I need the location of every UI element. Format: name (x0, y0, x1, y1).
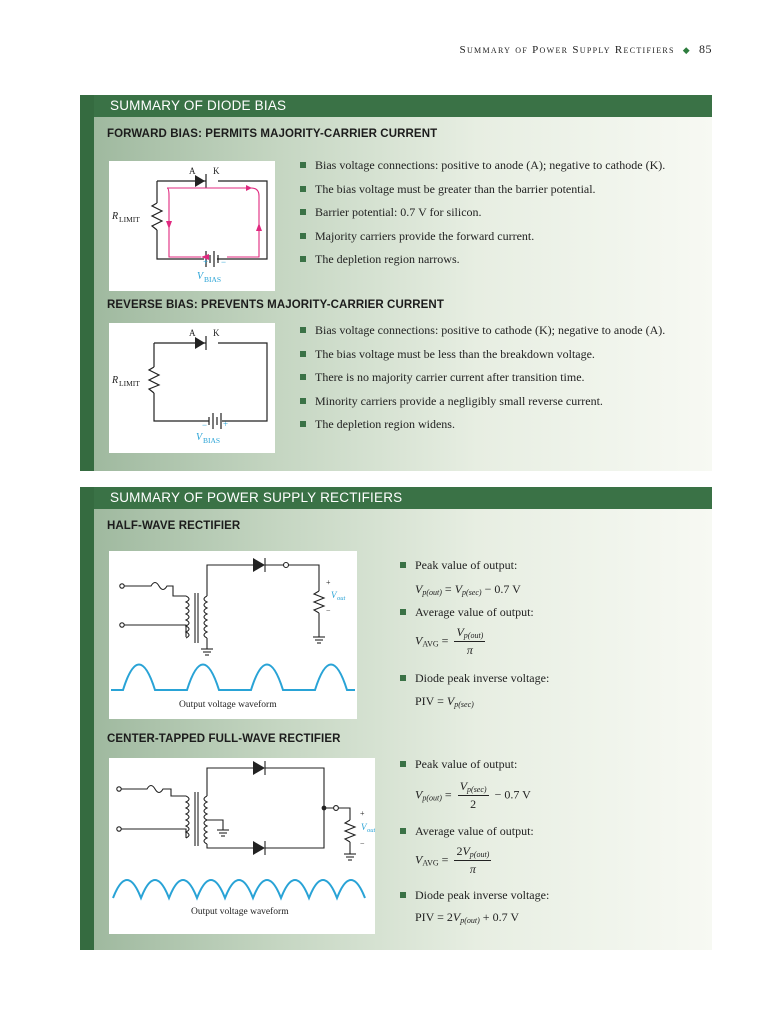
avg-label: Average value of output: (400, 823, 534, 839)
list-item: Minority carriers provide a negligibly small reverse current. (300, 393, 665, 417)
v-bias-label: V (196, 432, 203, 443)
full-wave-heading: CENTER-TAPPED FULL-WAVE RECTIFIER (107, 733, 341, 745)
waveform-caption: Output voltage waveform (191, 907, 289, 917)
list-item: The bias voltage must be greater than the barrier potential. (300, 181, 665, 205)
rectifiers-panel (80, 487, 712, 950)
half-wave-circuit (109, 551, 357, 719)
list-item: The depletion region narrows. (300, 251, 665, 275)
forward-bias-circuit (109, 161, 275, 291)
list-item: Barrier potential: 0.7 V for silicon. (300, 204, 665, 228)
vout-sub: out (367, 827, 375, 834)
anode-label: A (189, 328, 196, 338)
piv-equation: PIV = $2V_{p(out)} + 0.7$ V (415, 910, 520, 925)
forward-bias-heading: FORWARD BIAS: PERMITS MAJORITY-CARRIER CURRENT (107, 128, 438, 140)
minus-sign: − (202, 420, 208, 430)
peak-label: Peak value of output: (400, 557, 517, 573)
reverse-bias-heading: REVERSE BIAS: PREVENTS MAJORITY-CARRIER CURRENT (107, 299, 444, 311)
full-wave-formulas (400, 756, 517, 772)
avg-equation: $V_{AVG}$ = $\frac{V_{p(out)}}{\pi}$ (415, 625, 484, 657)
piv-label: Diode peak inverse voltage: (400, 670, 549, 686)
list-item: Bias voltage connections: positive to cathode (K); negative to anode (A). (300, 322, 665, 346)
list-item: The bias voltage must be less than the breakdown voltage. (300, 346, 665, 370)
avg-label: Average value of output: (400, 604, 534, 620)
plus-sign: + (223, 419, 229, 429)
v-bias-sub: BIAS (204, 275, 222, 284)
list-item: The depletion region widens. (300, 416, 665, 440)
page-number: 85 (699, 42, 712, 56)
panel-title: SUMMARY OF POWER SUPPLY RECTIFIERS (94, 487, 712, 509)
plus-sign: + (203, 257, 209, 267)
vout-label: V (331, 590, 337, 600)
reverse-bias-list (300, 322, 665, 440)
list-item: Bias voltage connections: positive to anode (A); negative to cathode (K). (300, 157, 665, 181)
reverse-bias-circuit (109, 323, 275, 453)
minus-sign: − (360, 839, 365, 848)
v-bias-label: V (197, 271, 204, 282)
list-item: There is no majority carrier current after transition time. (300, 369, 665, 393)
vout-sub: out (337, 595, 346, 602)
waveform-caption: Output voltage waveform (179, 700, 277, 710)
diamond-icon: ◆ (682, 45, 691, 55)
half-wave-formulas (400, 557, 517, 573)
diode-bias-panel (80, 95, 712, 471)
running-head (460, 42, 712, 57)
r-limit-sub: LIMIT (119, 215, 140, 224)
v-bias-sub: BIAS (203, 436, 221, 445)
peak-label: Peak value of output: (400, 756, 517, 772)
avg-equation: $V_{AVG}$ = $\frac{2V_{p(out)}}{\pi}$ (415, 844, 490, 876)
peak-equation: $V_{p(out)}$ = $\frac{V_{p(sec)}}{2}$ − 0.7 V (415, 779, 531, 811)
minus-sign: − (326, 606, 331, 615)
plus-sign: + (326, 578, 331, 587)
list-item: Majority carriers provide the forward current. (300, 228, 665, 252)
r-limit-label: R (112, 375, 119, 386)
piv-equation: PIV = $V_{p(sec)}$ (415, 694, 474, 709)
running-head-title: Summary of Power Supply Rectifiers (459, 44, 675, 56)
panel-title: SUMMARY OF DIODE BIAS (94, 95, 712, 117)
piv-label: Diode peak inverse voltage: (400, 887, 549, 903)
half-wave-heading: HALF-WAVE RECTIFIER (107, 520, 241, 532)
peak-equation: $V_{p(out)} = V_{p(sec)} - 0.7$ V (415, 582, 521, 597)
r-limit-sub: LIMIT (119, 379, 140, 388)
forward-bias-list (300, 157, 665, 275)
vout-label: V (361, 822, 367, 832)
full-wave-circuit (109, 758, 375, 934)
r-limit-label: R (112, 211, 119, 222)
cathode-label: K (213, 328, 220, 338)
cathode-label: K (213, 166, 220, 176)
plus-sign: + (360, 809, 365, 818)
anode-label: A (189, 166, 196, 176)
minus-sign: − (221, 257, 227, 267)
